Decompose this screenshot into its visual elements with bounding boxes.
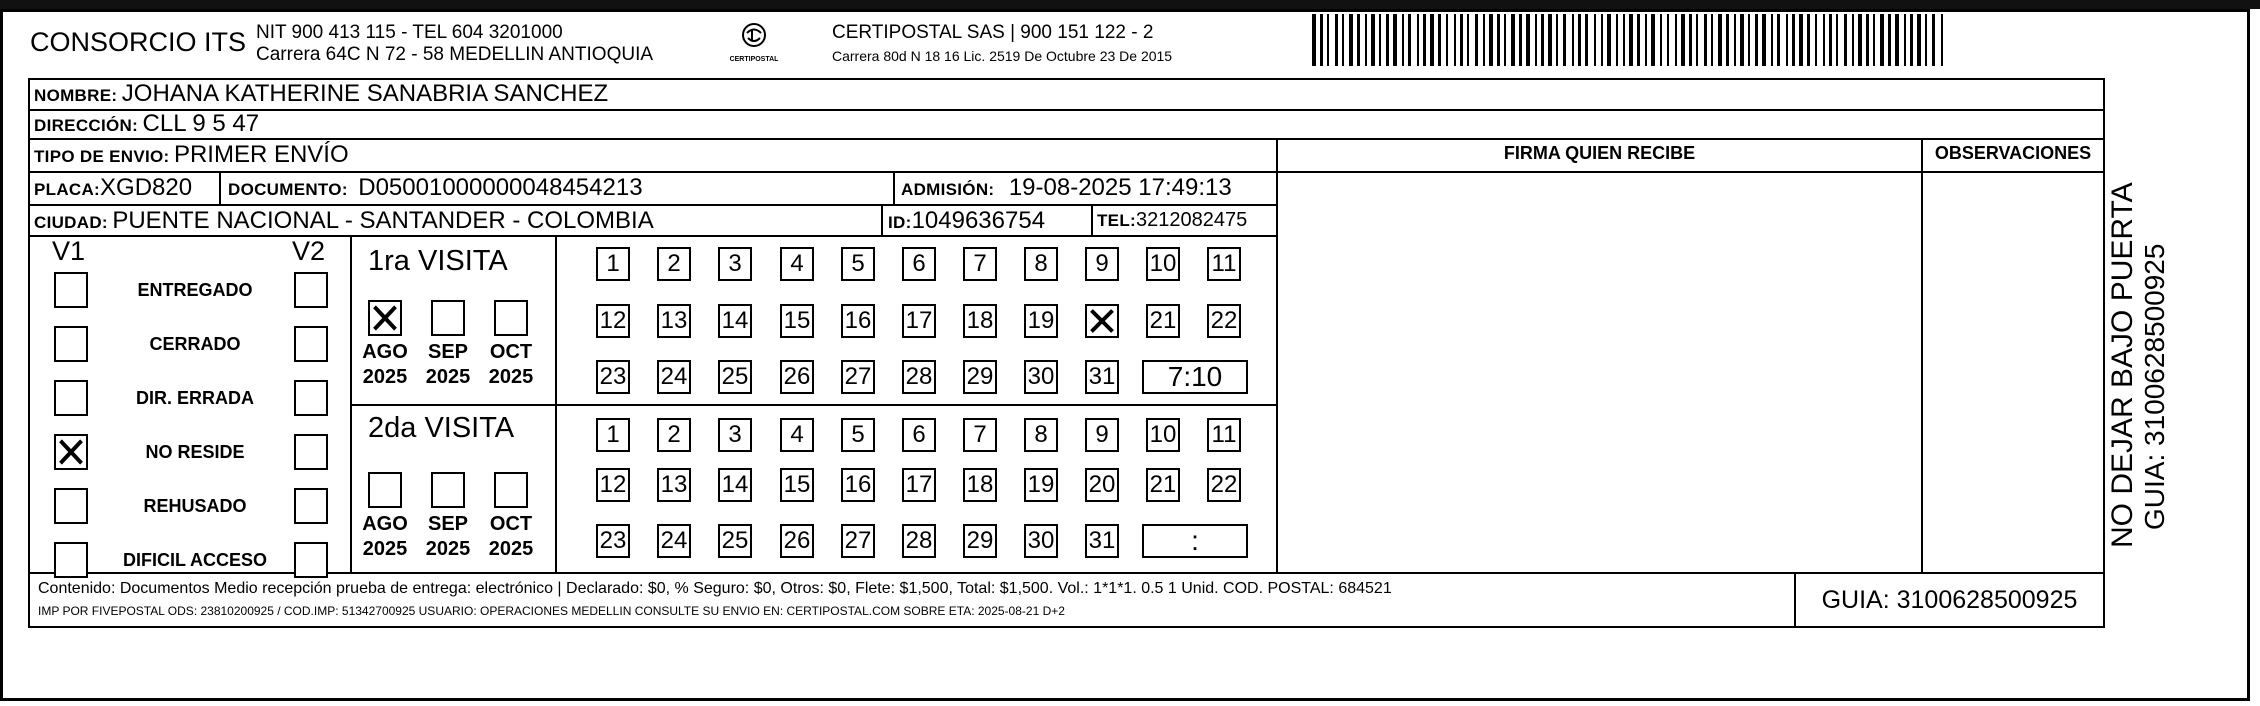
- second-visit-day-31[interactable]: 31: [1085, 524, 1119, 558]
- documento-value: D05001000000048454213: [358, 174, 643, 201]
- barcode-bar: [1497, 14, 1500, 66]
- id-label: ID:: [888, 213, 912, 232]
- barcode-bar: [1467, 14, 1469, 66]
- barcode-bar: [1910, 14, 1913, 66]
- second-visit-day-24[interactable]: 24: [657, 524, 691, 558]
- barcode-bar: [1446, 14, 1448, 66]
- barcode-bar: [1578, 14, 1581, 66]
- grid-line: [28, 138, 2105, 140]
- placa-cell: [34, 174, 192, 202]
- barcode-bar: [1866, 14, 1869, 66]
- tipo-envio-row: [34, 141, 349, 169]
- first-visit-day-16[interactable]: 16: [841, 304, 875, 338]
- grid-line: [881, 204, 883, 236]
- second-visit-day-9[interactable]: 9: [1085, 418, 1119, 452]
- second-visit-day-26[interactable]: 26: [780, 524, 814, 558]
- first-visit-day-7[interactable]: 7: [963, 247, 997, 281]
- barcode-bar: [1563, 14, 1566, 66]
- direccion-label: DIRECCIÓN:: [34, 116, 139, 135]
- barcode-bar: [1607, 14, 1611, 66]
- barcode-bar: [1740, 14, 1744, 66]
- barcode-bar: [1858, 14, 1862, 66]
- month-label-ago: AGO 2025: [362, 341, 408, 388]
- first-visit-day-25[interactable]: 25: [718, 360, 752, 394]
- grid-line: [2103, 78, 2105, 628]
- first-visit-day-28[interactable]: 28: [902, 360, 936, 394]
- vertical-guia-text: GUIA: 3100628500925: [2139, 243, 2170, 530]
- grid-line: [1276, 171, 2105, 173]
- grid-line: [28, 204, 1276, 206]
- barcode-bar: [1504, 14, 1506, 66]
- barcode-bar: [1917, 14, 1921, 66]
- barcode-bar: [1696, 14, 1698, 66]
- first-visit-day-24[interactable]: 24: [657, 360, 691, 394]
- second-visit-day-22[interactable]: 22: [1207, 468, 1241, 502]
- barcode-bar: [1941, 14, 1943, 66]
- barcode-bar: [1511, 14, 1515, 66]
- barcode-bar: [1623, 14, 1625, 66]
- barcode-bar: [1556, 14, 1558, 66]
- barcode-bar: [1572, 14, 1574, 66]
- barcode-bar: [1349, 14, 1353, 66]
- imp-text: IMP POR FIVEPOSTAL ODS: 23810200925 / COD.IMP: 51342700925 USUARIO: OPERACIONES MEDELLIN CONSULTE SU ENVIO EN: CERTIPOSTAL.COM SOBRE ETA: 2025-08-21 D+2: [38, 604, 1065, 618]
- second-visit-day-18[interactable]: 18: [963, 468, 997, 502]
- second-visit-day-20[interactable]: 20: [1085, 468, 1119, 502]
- first-visit-day-20[interactable]: [1085, 304, 1119, 338]
- month-label-oct: OCT 2025: [488, 341, 534, 388]
- barcode-bar: [1888, 14, 1891, 66]
- barcode-bar: [1489, 14, 1493, 66]
- admision-value: 19-08-2025 17:49:13: [1008, 174, 1232, 201]
- v2-checkbox-rehusado[interactable]: [294, 488, 328, 524]
- first-visit-day-11[interactable]: 11: [1207, 247, 1241, 281]
- first-visit-day-5[interactable]: 5: [841, 247, 875, 281]
- barcode-bar: [1681, 14, 1685, 66]
- barcode-bar: [1829, 14, 1832, 66]
- v1-checkbox-rehusado[interactable]: [54, 488, 88, 524]
- second-visit-day-7[interactable]: 7: [963, 418, 997, 452]
- tipo-envio-value: PRIMER ENVÍO: [173, 141, 349, 168]
- second-visit-day-14[interactable]: 14: [718, 468, 752, 502]
- first-visit-day-10[interactable]: 10: [1146, 247, 1180, 281]
- barcode-bar: [1371, 14, 1375, 66]
- v1-checkbox-no-reside[interactable]: [54, 434, 88, 470]
- month-checkbox-oct[interactable]: [494, 300, 528, 336]
- first-visit-day-15[interactable]: 15: [780, 304, 814, 338]
- barcode-bar: [1357, 14, 1360, 66]
- second-visit-day-27[interactable]: 27: [841, 524, 875, 558]
- v1-checkbox-dificil-acceso[interactable]: [54, 542, 88, 578]
- first-visit-day-6[interactable]: 6: [902, 247, 936, 281]
- second-visit-day-15[interactable]: 15: [780, 468, 814, 502]
- v2-header: V2: [292, 236, 326, 266]
- second-visit-day-10[interactable]: 10: [1146, 418, 1180, 452]
- second-visit-day-5[interactable]: 5: [841, 418, 875, 452]
- first-visit-day-18[interactable]: 18: [963, 304, 997, 338]
- barcode-bar: [1689, 14, 1692, 66]
- month-checkbox-oct[interactable]: [494, 472, 528, 508]
- barcode-bar: [1925, 14, 1927, 66]
- barcode-bar: [1645, 14, 1647, 66]
- grid-line: [219, 171, 221, 205]
- tel-label: TEL:: [1097, 211, 1136, 230]
- nombre-row: [34, 80, 608, 108]
- grid-line: [1091, 204, 1093, 236]
- barcode-bar: [1541, 14, 1544, 66]
- barcode-bar: [1771, 14, 1773, 66]
- v1-checkbox-dir-errada[interactable]: [54, 380, 88, 416]
- second-visit-day-21[interactable]: 21: [1146, 468, 1180, 502]
- status-label-dificil-acceso: DIFICIL ACCESO: [122, 550, 267, 570]
- barcode-bar: [1895, 14, 1899, 66]
- barcode-bar: [1417, 14, 1419, 66]
- barcode-bar: [1526, 14, 1530, 66]
- barcode-bar: [1807, 14, 1810, 66]
- barcode-bar: [1379, 14, 1381, 66]
- status-label-cerrado: CERRADO: [149, 334, 241, 354]
- placa-label: PLACA:: [34, 180, 101, 199]
- first-visit-day-8[interactable]: 8: [1024, 247, 1058, 281]
- first-visit-title: 1ra VISITA: [368, 245, 508, 277]
- second-visit-day-25[interactable]: 25: [718, 524, 752, 558]
- second-visit-day-17[interactable]: 17: [902, 468, 936, 502]
- status-label-rehusado: REHUSADO: [143, 496, 247, 516]
- barcode-bar: [1844, 14, 1847, 66]
- barcode-bar: [1726, 14, 1729, 66]
- first-visit-day-26[interactable]: 26: [780, 360, 814, 394]
- month-checkbox-sep[interactable]: [431, 300, 465, 336]
- v2-checkbox-dificil-acceso[interactable]: [294, 542, 328, 578]
- barcode-bar: [1402, 14, 1404, 66]
- grid-line: [893, 171, 895, 205]
- v2-checkbox-cerrado[interactable]: [294, 326, 328, 362]
- barcode-bar: [1460, 14, 1463, 66]
- nombre-label: NOMBRE:: [34, 86, 118, 105]
- barcode-bar: [1904, 14, 1906, 66]
- first-visit-day-30[interactable]: 30: [1024, 360, 1058, 394]
- first-visit-day-9[interactable]: 9: [1085, 247, 1119, 281]
- month-checkbox-ago[interactable]: [368, 300, 402, 336]
- barcode-bar: [1393, 14, 1397, 66]
- top-edge-bar: [0, 0, 2260, 9]
- observaciones-header: OBSERVACIONES: [1934, 143, 2092, 163]
- month-label-sep: SEP 2025: [425, 513, 471, 560]
- barcode-bar: [1873, 14, 1875, 66]
- first-visit-day-3[interactable]: 3: [718, 247, 752, 281]
- first-visit-day-17[interactable]: 17: [902, 304, 936, 338]
- barcode-bar: [1734, 14, 1736, 66]
- status-label-dir-errada: DIR. ERRADA: [135, 388, 254, 408]
- month-label-ago: AGO 2025: [362, 513, 408, 560]
- barcode-bar: [1762, 14, 1766, 66]
- barcode-bar: [1792, 14, 1795, 66]
- barcode-bar: [1616, 14, 1618, 66]
- barcode-bar: [1748, 14, 1750, 66]
- grid-line: [28, 78, 30, 628]
- firma-header: FIRMA QUIEN RECIBE: [1503, 143, 1696, 163]
- id-value: 1049636754: [911, 207, 1046, 234]
- no-dejar-text: NO DEJAR BAJO PUERTA: [2106, 182, 2139, 548]
- guia-box: GUIA: 3100628500925: [1821, 586, 2078, 614]
- second-visit-day-28[interactable]: 28: [902, 524, 936, 558]
- barcode-bar: [1327, 14, 1329, 66]
- barcode-bar: [1675, 14, 1677, 66]
- barcode-bar: [1718, 14, 1722, 66]
- month-label-sep: SEP 2025: [425, 341, 471, 388]
- grid-line: [28, 109, 2105, 111]
- ciudad-cell: [34, 207, 654, 235]
- nombre-value: JOHANA KATHERINE SANABRIA SANCHEZ: [121, 80, 609, 107]
- second-visit-day-6[interactable]: 6: [902, 418, 936, 452]
- tel-value: 3212082475: [1135, 209, 1248, 231]
- barcode-bar: [1777, 14, 1780, 66]
- barcode-bar: [1312, 14, 1316, 66]
- barcode-bar: [1594, 14, 1596, 66]
- ciudad-value: PUENTE NACIONAL - SANTANDER - COLOMBIA: [112, 207, 654, 234]
- v1-header: V1: [52, 236, 86, 266]
- grid-line: [350, 404, 1278, 406]
- first-visit-day-21[interactable]: 21: [1146, 304, 1180, 338]
- first-visit-day-4[interactable]: 4: [780, 247, 814, 281]
- barcode-bar: [1365, 14, 1367, 66]
- second-visit-day-16[interactable]: 16: [841, 468, 875, 502]
- month-checkbox-ago[interactable]: [368, 472, 402, 508]
- second-visit-day-30[interactable]: 30: [1024, 524, 1058, 558]
- first-visit-day-31[interactable]: 31: [1085, 360, 1119, 394]
- first-visit-day-13[interactable]: 13: [657, 304, 691, 338]
- barcode-bar: [1548, 14, 1552, 66]
- barcode-bar: [1585, 14, 1588, 66]
- direccion-row: [34, 110, 259, 138]
- first-visit-day-12[interactable]: 12: [596, 304, 630, 338]
- barcode-bar: [1475, 14, 1478, 66]
- grid-line: [1276, 138, 1278, 574]
- barcode-bar: [1342, 14, 1344, 66]
- status-label-entregado: ENTREGADO: [137, 280, 253, 300]
- barcode-bar: [1711, 14, 1713, 66]
- first-visit-day-22[interactable]: 22: [1207, 304, 1241, 338]
- barcode-bar: [1386, 14, 1389, 66]
- first-visit-day-2[interactable]: 2: [657, 247, 691, 281]
- barcode-bar: [1454, 14, 1456, 66]
- second-visit-day-11[interactable]: 11: [1207, 418, 1241, 452]
- first-visit-day-19[interactable]: 19: [1024, 304, 1058, 338]
- second-visit-day-8[interactable]: 8: [1024, 418, 1058, 452]
- v1-checkbox-entregado[interactable]: [54, 272, 88, 308]
- direccion-value: CLL 9 5 47: [142, 110, 260, 137]
- ciudad-label: CIUDAD:: [34, 213, 108, 232]
- barcode-bar: [1637, 14, 1640, 66]
- tel-cell: [1097, 209, 1247, 232]
- barcode-bar: [1799, 14, 1803, 66]
- barcode-bar: [1660, 14, 1662, 66]
- tipo-envio-label: TIPO DE ENVIO:: [34, 147, 170, 166]
- carrier-address: Carrera 80d N 18 16 Lic. 2519 De Octubre 23 De 2015: [832, 48, 1173, 64]
- barcode-bar: [1836, 14, 1838, 66]
- barcode-bar: [1823, 14, 1825, 66]
- barcode-bar: [1852, 14, 1854, 66]
- v2-checkbox-dir-errada[interactable]: [294, 380, 328, 416]
- admision-label: ADMISIÓN:: [901, 180, 995, 199]
- v2-checkbox-no-reside[interactable]: [294, 434, 328, 470]
- second-visit-day-3[interactable]: 3: [718, 418, 752, 452]
- second-visit-day-13[interactable]: 13: [657, 468, 691, 502]
- barcode-bar: [1423, 14, 1426, 66]
- id-cell: [888, 207, 1045, 235]
- first-visit-time-box[interactable]: 7:10: [1142, 360, 1248, 394]
- month-checkbox-sep[interactable]: [431, 472, 465, 508]
- company-address: Carrera 64C N 72 - 58 MEDELLIN ANTIOQUIA: [256, 44, 654, 65]
- documento-cell: [228, 174, 643, 202]
- second-visit-time-box[interactable]: :: [1142, 524, 1248, 558]
- placa-value: XGD820: [100, 174, 193, 201]
- grid-line: [28, 171, 1276, 173]
- barcode-bar: [1815, 14, 1817, 66]
- second-visit-day-1[interactable]: 1: [596, 418, 630, 452]
- documento-label: DOCUMENTO:: [228, 180, 348, 199]
- second-visit-day-29[interactable]: 29: [963, 524, 997, 558]
- company-nit: NIT 900 413 115 - TEL 604 3201000: [256, 22, 563, 43]
- first-visit-day-29[interactable]: 29: [963, 360, 997, 394]
- admision-cell: [901, 174, 1232, 202]
- barcode-bar: [1320, 14, 1323, 66]
- carrier-name: CERTIPOSTAL SAS | 900 151 122 - 2: [832, 22, 1154, 43]
- second-visit-day-4[interactable]: 4: [780, 418, 814, 452]
- second-visit-day-23[interactable]: 23: [596, 524, 630, 558]
- barcode-bar: [1438, 14, 1441, 66]
- grid-line: [28, 235, 1276, 237]
- barcode-bar: [1932, 14, 1935, 66]
- second-visit-title: 2da VISITA: [368, 412, 515, 444]
- first-visit-day-14[interactable]: 14: [718, 304, 752, 338]
- barcode-bar: [1880, 14, 1884, 66]
- barcode-bar: [1755, 14, 1758, 66]
- second-visit-day-12[interactable]: 12: [596, 468, 630, 502]
- barcode-bar: [1408, 14, 1411, 66]
- barcode: [1312, 14, 1947, 66]
- barcode-bar: [1535, 14, 1537, 66]
- first-visit-day-27[interactable]: 27: [841, 360, 875, 394]
- contenido-text: Contenido: Documentos Medio recepción prueba de entrega: electrónico | Declarado: $0, % Seguro: $0, Otros: $0, Flete: $1,500, Total: $1,500. Vol.: 1*1*1. 0.5 1 Unid. COD. POSTAL: 684521: [38, 580, 1392, 597]
- barcode-bar: [1519, 14, 1522, 66]
- month-label-oct: OCT 2025: [488, 513, 534, 560]
- barcode-bar: [1651, 14, 1655, 66]
- barcode-bar: [1667, 14, 1669, 66]
- grid-line: [1921, 138, 1923, 574]
- certipostal-logo-icon: [724, 20, 784, 68]
- barcode-bar: [1704, 14, 1707, 66]
- company-name: CONSORCIO ITS: [30, 27, 247, 57]
- v2-checkbox-entregado[interactable]: [294, 272, 328, 308]
- status-label-no-reside: NO RESIDE: [145, 442, 245, 462]
- barcode-bar: [1483, 14, 1485, 66]
- barcode-bar: [1601, 14, 1603, 66]
- barcode-bar: [1430, 14, 1434, 66]
- barcode-bar: [1335, 14, 1338, 66]
- first-visit-day-1[interactable]: 1: [596, 247, 630, 281]
- second-visit-day-2[interactable]: 2: [657, 418, 691, 452]
- logo-text: CERTIPOSTAL: [729, 56, 779, 63]
- v1-checkbox-cerrado[interactable]: [54, 326, 88, 362]
- barcode-bar: [1629, 14, 1633, 66]
- first-visit-day-23[interactable]: 23: [596, 360, 630, 394]
- barcode-bar: [1786, 14, 1788, 66]
- second-visit-day-19[interactable]: 19: [1024, 468, 1058, 502]
